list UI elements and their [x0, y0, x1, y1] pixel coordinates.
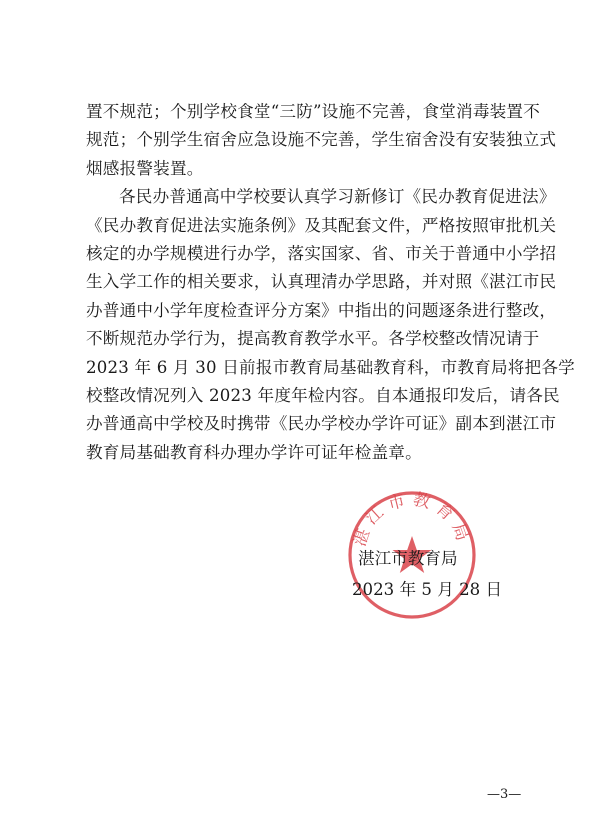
text-line: 生入学工作的相关要求，认真理清办学思路，并对照《湛江市民 [86, 272, 557, 292]
text-line: 规范；个别学生宿舍应急设施不完善，学生宿舍没有安装独立式 [86, 130, 557, 150]
document-body [86, 98, 575, 467]
issue-date: 2023 年 5 月 28 日 [352, 580, 503, 599]
page-number: —3— [487, 787, 522, 802]
text-line: 办普通高中学校及时携带《民办学校办学许可证》副本到湛江市 [86, 414, 557, 434]
issuing-organization: 湛江市教育局 [358, 549, 458, 568]
seal-text: 湛江市教育局 [349, 489, 475, 550]
text-line: 各民办普通高中学校要认真学习新修订《民办教育促进法》 [119, 187, 556, 207]
text-line: 校整改情况列入 2023 年度年检内容。自本通报印发后，请各民 [86, 385, 560, 405]
text-line: 教育局基础教育科办理办学许可证年检盖章。 [86, 442, 422, 462]
text-line: 置不规范；个别学校食堂“三防”设施不完善，食堂消毒装置不 [86, 102, 541, 121]
text-line: 2023 年 6 月 30 日前报市教育局基础教育科，市教育局将把各学 [86, 357, 575, 377]
text-line: 办普通中小学年度检查评分方案》中指出的问题逐条进行整改， [86, 300, 557, 320]
text-line: 核定的办学规模进行办学，落实国家、省、市关于普通中小学招 [86, 243, 557, 263]
text-line: 烟感报警装置。 [86, 158, 204, 178]
text-line: 《民办教育促进法实施条例》及其配套文件，严格按照审批机关 [86, 215, 557, 235]
text-line: 不断规范办学行为，提高教育教学水平。各学校整改情况请于 [86, 329, 540, 349]
